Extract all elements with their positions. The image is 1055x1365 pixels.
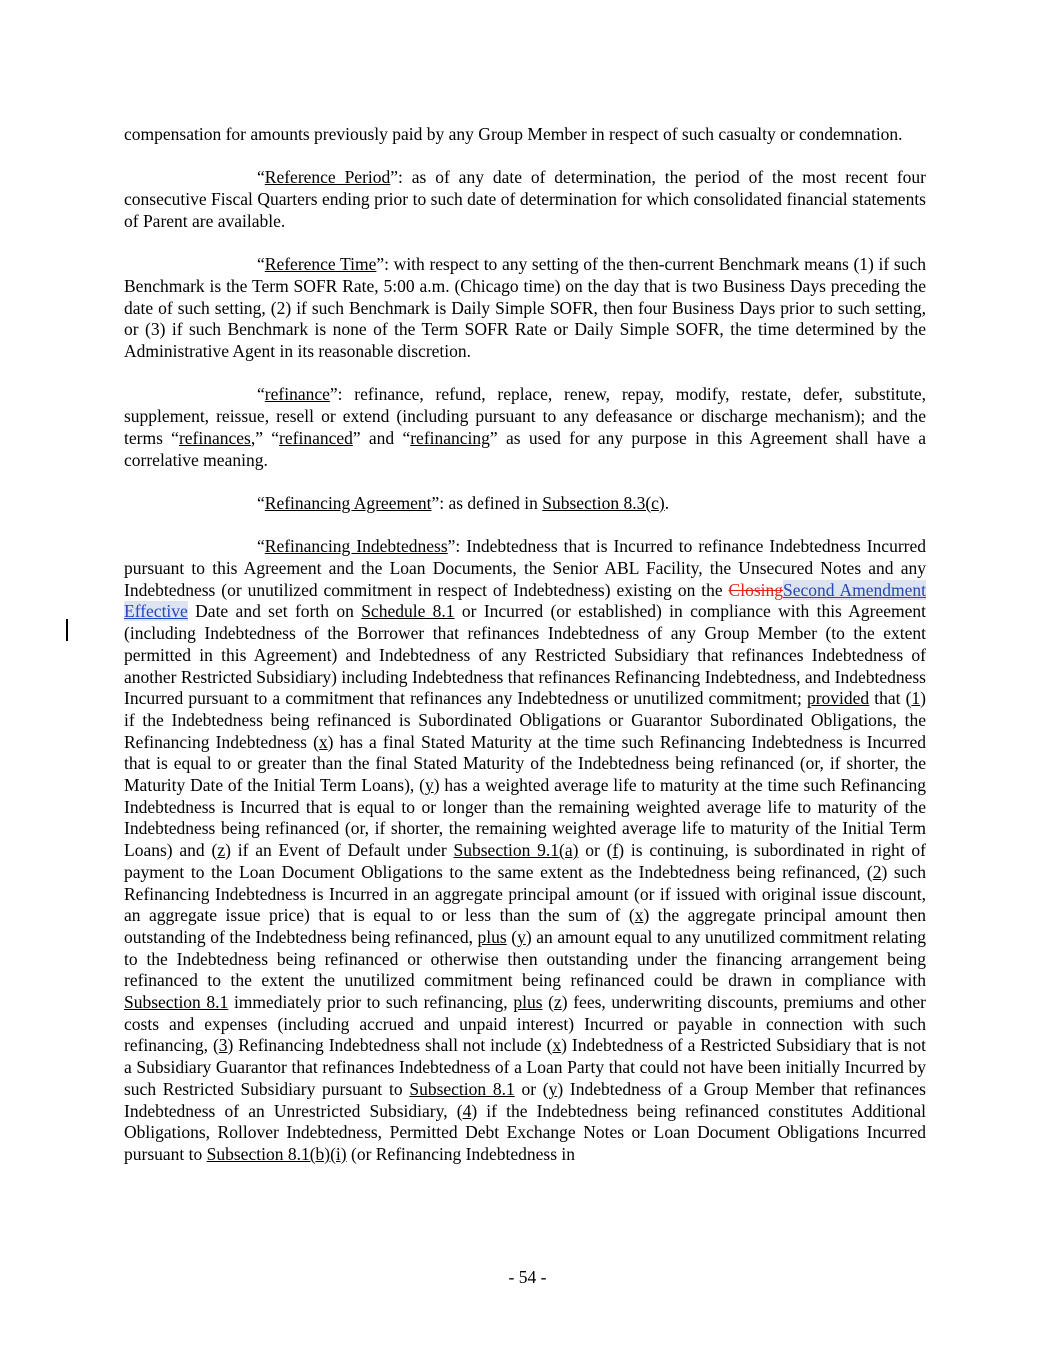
definition-reference-period: “Reference Period”: as of any date of determination, the period of the most recent four consecutive Fiscal Quarters ending prior to such date of determination for which consolidated financial statements of Parent are available.: [124, 167, 926, 231]
definition-refinancing-agreement: “Refinancing Agreement”: as defined in Subsection 8.3(c).: [257, 492, 670, 513]
change-bar: [66, 619, 68, 641]
defined-term: Refinancing Agreement: [264, 492, 432, 513]
definition-refinance: “refinance”: refinance, refund, replace, renew, repay, modify, restate, defer, substitute, supplement, reissue, resell or extend (including pursuant to any defeasance or discharge mechanism); and the terms “refinances,” “refinanced” and “refinancing” as used for any purpose in this Agreement shall have a correlative meaning.: [124, 384, 926, 470]
paragraph-continuation: compensation for amounts previously paid by any Group Member in respect of such casualty or condemnation.: [124, 124, 903, 144]
definition-reference-time: “Reference Time”: with respect to any setting of the then-current Benchmark means (1) if such Benchmark is the Term SOFR Rate, 5:00 a.m. (Chicago time) on the day that is two Business Days preceding the date of such setting, (2) if such Benchmark is Daily Simple SOFR, then four Business Days prior to such setting, or (3) if such Benchmark is none of the Term SOFR Rate or Daily Simple SOFR, the time determined by the Administrative Agent in its reasonable discretion.: [124, 254, 926, 361]
inserted-text: Second Amendment Effective: [124, 579, 926, 622]
defined-term: Refinancing Indebtedness: [264, 536, 448, 557]
page-number: - 54 -: [508, 1267, 547, 1287]
defined-term: refinance: [264, 384, 330, 405]
definition-refinancing-indebtedness: “Refinancing Indebtedness”: Indebtedness that is Incurred to refinance Indebtedness Incurred pursuant to this Agreement and the Loan Documents, the Senior ABL Facility, the Unsecured Notes and any Indebtedness (or unutilized commitment in respect of Indebtedness) existing on the ClosingSecond Amendment Effective Date and set forth on Schedule 8.1 or Incurred (or established) in compliance with this Agreement (including Indebtedness of the Borrower that refinances Indebtedness of any Group Member (to the extent permitted in this Agreement) and Indebtedness of any Restricted Subsidiary that refinances Indebtedness of another Restricted Subsidiary) including Indebtedness that refinances Refinancing Indebtedness, and Indebtedness Incurred pursuant to a commitment that refinances any Indebtedness or unutilized commitment; provided that (1) if the Indebtedness being refinanced is Subordinated Obligations or Guarantor Subordinated Obligations, the Refinancing Indebtedness (x) has a final Stated Maturity at the time such Refinancing Indebtedness is Incurred that is equal to or greater than the final Stated Maturity of the Indebtedness being refinanced (or, if shorter, the Maturity Date of the Initial Term Loans), (y) has a weighted average life to maturity at the time such Refinancing Indebtedness is Incurred that is equal to or longer than the remaining weighted average life to maturity of the Indebtedness being refinanced (or, if shorter, the remaining weighted average life to maturity of the Initial Term Loans) and (z) if an Event of Default under Subsection 9.1(a) or (f) is continuing, is subordinated in right of payment to the Loan Document Obligations to the same extent as the Indebtedness being refinanced, (2) such Refinancing Indebtedness is Incurred in an aggregate principal amount (or if issued with original issue discount, an aggregate issue price) that is equal to or less than the sum of (x) the aggregate principal amount then outstanding of the Indebtedness being refinanced, plus (y) an amount equal to any unutilized commitment relating to the Indebtedness being refinanced or otherwise then outstanding under the financing arrangement being refinanced to the extent the unutilized commitment being refinanced could be drawn in compliance with Subsection 8.1 immediately prior to such refinancing, plus (z) fees, underwriting discounts, premiums and other costs and expenses (including accrued and unpaid interest) Incurred or payable in connection with such refinancing, (3) Refinancing Indebtedness shall not include (x) Indebtedness of a Restricted Subsidiary that is not a Subsidiary Guarantor that refinances Indebtedness of a Loan Party that could not have been initially Incurred by such Restricted Subsidiary pursuant to Subsection 8.1 or (y) Indebtedness of a Group Member that refinances Indebtedness of an Unrestricted Subsidiary, (4) if the Indebtedness being refinanced constitutes Additional Obligations, Rollover Indebtedness, Permitted Debt Exchange Notes or Loan Document Obligations Incurred pursuant to Subsection 8.1(b)(i) (or Refinancing Indebtedness in: [124, 536, 927, 1164]
cross-reference: Subsection 8.3(c): [542, 492, 665, 513]
defined-term: Reference Time: [264, 254, 377, 275]
defined-term: Reference Period: [264, 167, 391, 188]
document-body: [124, 124, 926, 1187]
deleted-text: Closing: [728, 579, 784, 600]
